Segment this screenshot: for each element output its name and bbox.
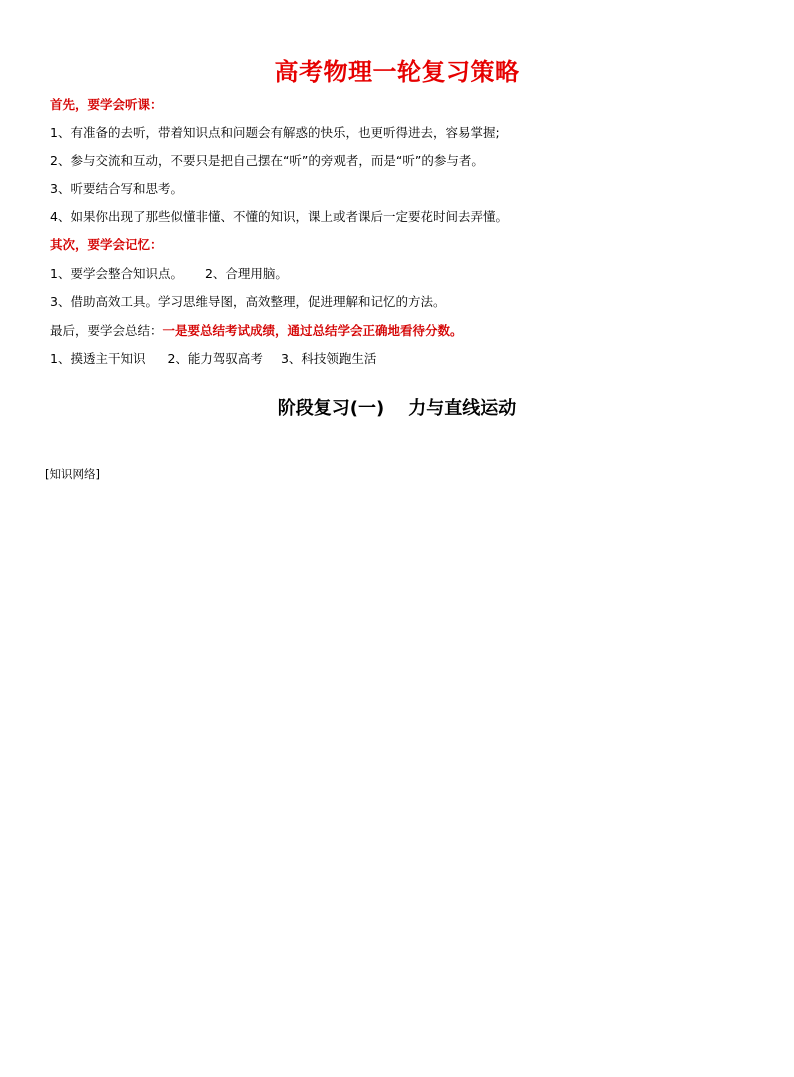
summary-item-2: 2、能力驾驭高考 <box>167 351 263 366</box>
section-heading-listening: 首先，要学会听课： <box>50 97 163 112</box>
memory-item-2: 2、合理用脑。 <box>204 266 288 281</box>
summary-items-row <box>50 350 376 368</box>
summary-prefix: 最后，要学会总结： <box>50 323 163 338</box>
listening-item-1: 1、有准备的去听，带着知识点和问题会有解惑的快乐，也更听得进去，容易掌握; <box>50 125 500 140</box>
document-title: 高考物理一轮复习策略 <box>274 58 520 86</box>
listening-item-4: 4、如果你出现了那些似懂非懂、不懂的知识，课上或者课后一定要花时间去弄懂。 <box>50 209 508 224</box>
summary-emphasis: 一是要总结考试成绩，通过总结学会正确地看待分数。 <box>162 323 463 338</box>
summary-item-1: 1、摸透主干知识 <box>50 351 146 366</box>
chapter-title <box>0 397 794 421</box>
memory-items-row-1 <box>50 265 288 283</box>
chapter-title-part1: 阶段复习(一) <box>277 398 385 419</box>
memory-item-1: 1、要学会整合知识点。 <box>50 266 183 281</box>
section-summary-line <box>50 322 463 340</box>
chapter-title-part2: 力与直线运动 <box>408 398 517 419</box>
section-heading-memory: 其次，要学会记忆： <box>50 237 163 252</box>
summary-item-3: 3、科技领跑生活 <box>280 351 377 366</box>
knowledge-network-label: [知识网络] <box>45 467 100 481</box>
memory-item-3: 3、借助高效工具。学习思维导图，高效整理，促进理解和记忆的方法。 <box>50 294 446 309</box>
listening-item-3: 3、听要结合写和思考。 <box>50 181 183 196</box>
listening-item-2: 2、参与交流和互动，不要只是把自己摆在“听”的旁观者，而是“听”的参与者。 <box>50 153 484 168</box>
